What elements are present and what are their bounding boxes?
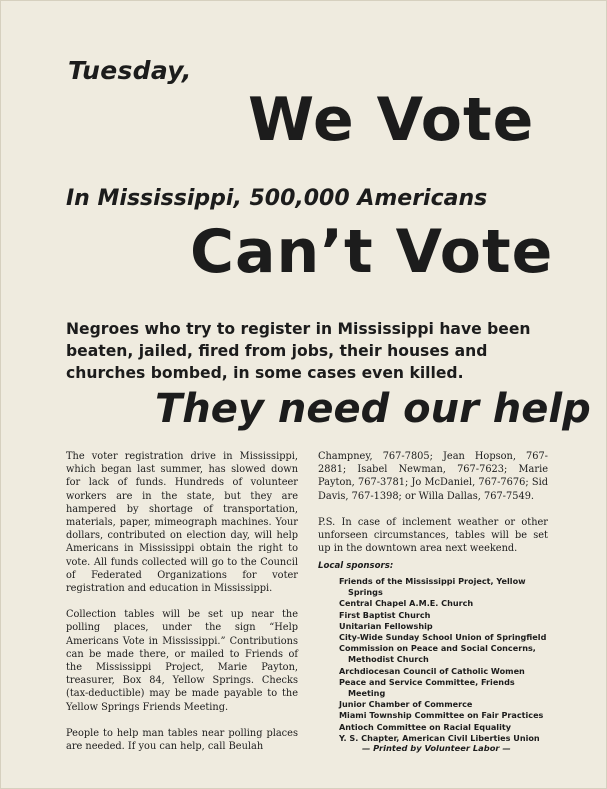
footer-note: — Printed by Volunteer Labor — (362, 743, 511, 753)
headline-we-vote: We Vote (248, 85, 535, 155)
body-left-column (66, 450, 298, 766)
list-item: Miami Township Committee on Fair Practices (339, 710, 544, 721)
sponsor-list (339, 576, 554, 744)
body-paragraph: The voter registration drive in Mississippi, which began last summer, has slowed down for lack of funds. Hundreds of volunteer workers are in the state, but they are hampered by shortage of transportation, materials, paper, mimeograph machines. Your dollars, contributed on election day, will help Americans in Mississippi obtain the right to vote. All funds collected will go to the Council of Federated Organizations for voter registration and education in Mississippi. (66, 451, 298, 595)
list-item: First Baptist Church (339, 609, 431, 620)
list-item: Unitarian Fellowship (339, 620, 433, 631)
list-item: Archdiocesan Council of Catholic Women (339, 665, 525, 676)
list-item: Peace and Service Committee, Friends Meeting (339, 676, 515, 699)
list-item: Central Chapel A.M.E. Church (339, 598, 474, 609)
list-item: Antioch Committee on Racial Equality (339, 721, 511, 732)
body-paragraph: Champney, 767-7805; Jean Hopson, 767-2881; Isabel Newman, 767-7623; Marie Payton, 767-3781; Jo McDaniel, 767-7676; Sid Davis, 767-1398; or Willa Dallas, 767-7549. (318, 451, 548, 502)
body-right-column (318, 450, 548, 568)
body-paragraph: People to help man tables near polling places are needed. If you can help, call Beulah (66, 727, 298, 753)
sponsors-label: Local sponsors: (318, 561, 394, 571)
headline-subhead: In Mississippi, 500,000 Americans (66, 186, 488, 211)
headline-cant-vote: Can’t Vote (190, 217, 554, 287)
call-to-action-heading: They need our help (155, 386, 591, 432)
body-paragraph: Collection tables will be set up near the polling places, under the sign “Help Americans Vote in Mississippi.” Contributions can be made there, or mailed to Friends of the Mississippi Project, Marie Payton, treasurer, Box 84, Yellow Springs. Checks (tax-deductible) may be made payable to the Yellow Springs Friends Meeting. (66, 609, 298, 713)
list-item: Friends of the Mississippi Project, Yellow Springs (339, 576, 526, 598)
body-paragraph: P.S. In case of inclement weather or other unforseen circumstances, tables will be set up in the downtown area next weekend. (318, 516, 548, 555)
list-item: City-Wide Sunday School Union of Springfield (339, 632, 547, 643)
list-item: Y. S. Chapter, American Civil Liberties Union (339, 732, 540, 743)
list-item: Junior Chamber of Commerce (339, 699, 473, 710)
list-item: Commission on Peace and Social Concerns, Methodist Church (339, 643, 536, 665)
intro-paragraph: Negroes who try to register in Mississippi have been beaten, jailed, fired from jobs, their houses and churches bombed, in some cases even killed. (66, 320, 531, 382)
headline-day: Tuesday, (68, 56, 192, 85)
